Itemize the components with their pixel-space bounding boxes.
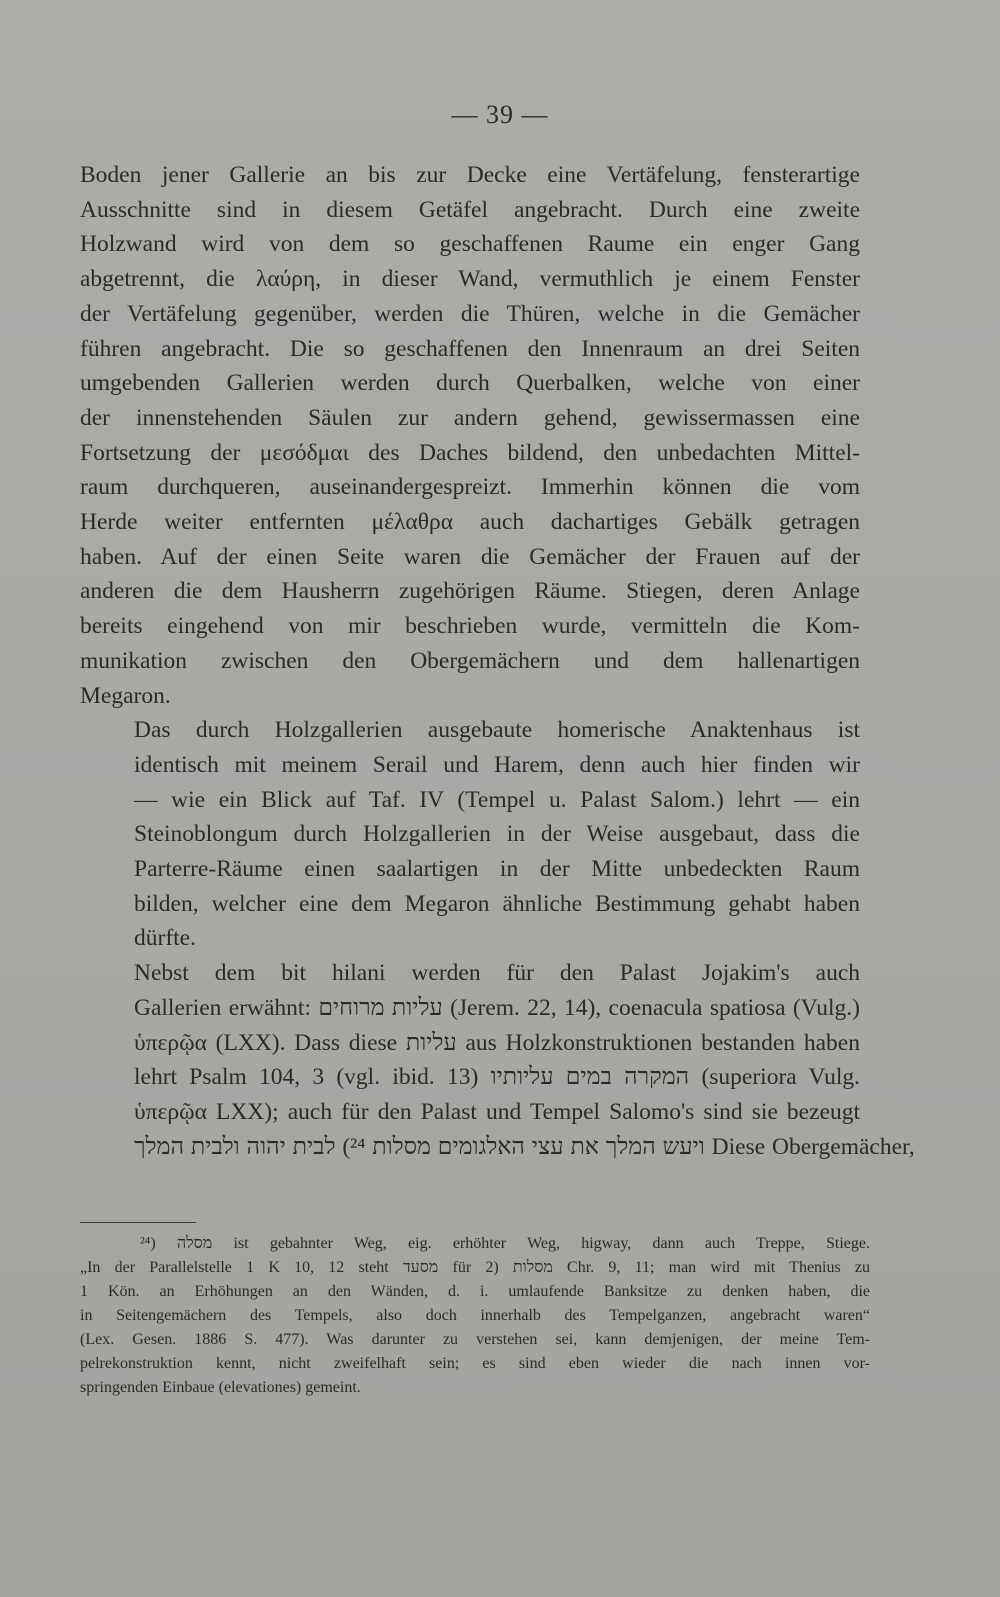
text-line: ὑπερῷα (LXX). Dass diese עליות aus Holzkonstruktionen bestanden haben (134, 1029, 860, 1056)
text-line: Ausschnitte sind in diesem Getäfel angebracht. Durch eine zweite (80, 196, 860, 223)
footnote-line: 1 Kön. an Erhöhungen an den Wänden, d. i. umlaufende Banksitze zu denken haben, die (80, 1283, 870, 1300)
text-line: Steinoblongum durch Holzgallerien in der Weise ausgebaut, dass die (134, 821, 860, 848)
text-line: Das durch Holzgallerien ausgebaute homerische Anaktenhaus ist (134, 717, 860, 744)
text-line: lehrt Psalm 104, 3 (vgl. ibid. 13) המקרה במים עליותיו (superiora Vulg. (134, 1064, 860, 1091)
text-line: anderen die dem Hausherrn zugehörigen Räume. Stiegen, deren Anlage (80, 578, 860, 605)
footnote-line: springenden Einbaue (elevationes) gemeint. (80, 1379, 361, 1396)
text-line: Holzwand wird von dem so geschaffenen Raume ein enger Gang (80, 231, 860, 258)
text-line: der Vertäfelung gegenüber, werden die Thüren, welche in die Gemächer (80, 300, 860, 327)
footnote-line: pelrekonstruktion kennt, nicht zweifelhaft sein; es sind eben wieder die nach innen vor- (80, 1355, 870, 1372)
text-line: Gallerien erwähnt: עליות מרוחים (Jerem. 22, 14), coenacula spatiosa (Vulg.) (134, 994, 860, 1021)
text-line: der innenstehenden Säulen zur andern gehend, gewissermassen eine (80, 404, 860, 431)
text-line: raum durchqueren, auseinandergespreizt. Immerhin können die vom (80, 474, 860, 501)
text-line: Boden jener Gallerie an bis zur Decke eine Vertäfelung, fensterartige (80, 162, 860, 188)
footnote-line: „In der Parallelstelle 1 K 10, 12 steht מסעד für מסלות (2 Chr. 9, 11; man wird mit Thenius zu (80, 1259, 871, 1276)
footnote-line: (Lex. Gesen. 1886 S. 477). Was darunter zu verstehen sei, kann demjenigen, der meine Tem- (80, 1331, 870, 1348)
footnote-line: in Seitengemächern des Tempels, also doch innerhalb des Tempelganzen, angebracht waren“ (80, 1307, 870, 1324)
footnote-24 (80, 1232, 870, 1400)
paragraph-1 (80, 158, 860, 713)
footnote-line: ²⁴) מסלה ist gebahnter Weg, eig. erhöhter Weg, higway, dann auch Treppe, Stiege. (140, 1235, 871, 1252)
paragraph-3 (80, 956, 915, 1164)
body-text (80, 158, 915, 1164)
text-line: ויעש המלך את עצי האלגומים מסלות ²⁴) לבית יהוה ולבית המלך Diese Obergemächer, (134, 1133, 915, 1160)
text-line: Herde weiter entfernten μέλαθρα auch dachartiges Gebälk getragen (80, 509, 860, 536)
page-number: — 39 — (451, 100, 549, 129)
text-line: munikation zwischen den Obergemächern und dem hallenartigen (80, 647, 860, 674)
text-line: identisch mit meinem Serail und Harem, denn auch hier finden wir (134, 751, 860, 778)
text-line: bereits eingehend von mir beschrieben wurde, vermitteln die Kom- (80, 613, 860, 640)
text-line: Nebst dem bit hilani werden für den Palast Jojakim's auch (134, 960, 860, 987)
text-line: führen angebracht. Die so geschaffenen den Innenraum an drei Seiten (80, 335, 860, 362)
paragraph-2 (80, 713, 860, 956)
text-line: umgebenden Gallerien werden durch Querbalken, welche von einer (80, 370, 860, 397)
text-line: Parterre-Räume einen saalartigen in der Mitte unbedeckten Raum (134, 856, 860, 883)
text-line: — wie ein Blick auf Taf. IV (Tempel u. Palast Salom.) lehrt — ein (134, 786, 860, 813)
text-line: Fortsetzung der μεσόδμαι des Daches bildend, den unbedachten Mittel- (80, 439, 860, 466)
footnote-separator (80, 1222, 196, 1223)
text-line: Megaron. (80, 682, 171, 709)
text-line: ὑπερῷα LXX); auch für den Palast und Tempel Salomo's sind sie bezeugt (134, 1098, 860, 1125)
text-line: abgetrennt, die λαύρη, in dieser Wand, vermuthlich je einem Fenster (80, 266, 860, 293)
text-line: haben. Auf der einen Seite waren die Gemächer der Frauen auf der (80, 543, 860, 570)
text-line: bilden, welcher eine dem Megaron ähnliche Bestimmung gehabt haben (134, 890, 860, 917)
text-line: dürfte. (134, 925, 196, 952)
